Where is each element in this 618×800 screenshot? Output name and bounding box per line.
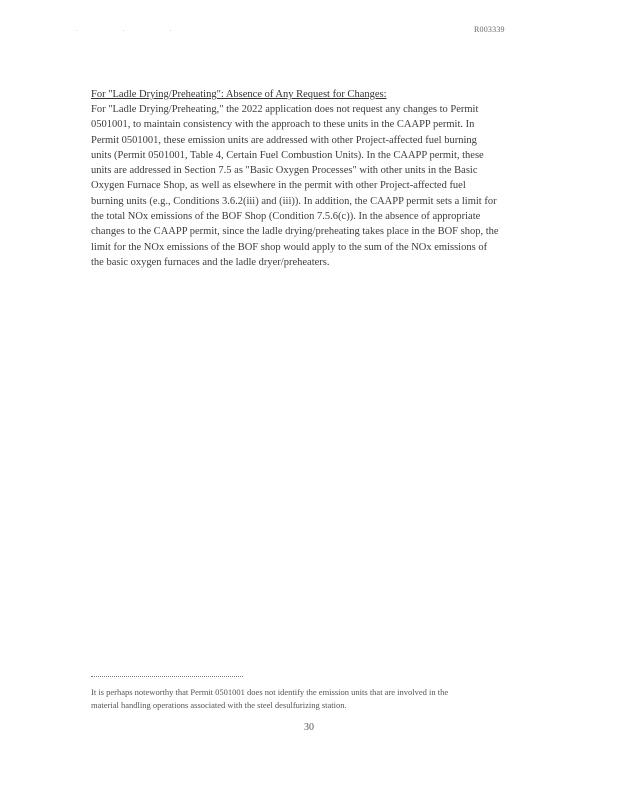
paragraph-line: Oxygen Furnace Shop, as well as elsewhere in the permit with other Project-affected fuel (91, 180, 466, 192)
paragraph-line: limit for the NOx emissions of the BOF shop would apply to the sum of the NOx emissions of (91, 241, 488, 253)
footnote (91, 686, 531, 711)
paragraph-line: burning units (e.g., Conditions 3.6.2(iii) and (iii)). In addition, the CAAPP permit sets a limit for (91, 195, 497, 207)
paragraph-line: units (Permit 0501001, Table 4, Certain Fuel Combustion Units). In the CAAPP permit, these (91, 149, 484, 161)
paragraph-line: the total NOx emissions of the BOF Shop (Condition 7.5.6(c)). In the absence of appropriate (91, 211, 481, 223)
paragraph-line: Permit 0501001, these emission units are addressed with other Project-affected fuel burning (91, 134, 477, 146)
footnote-divider (91, 676, 243, 677)
bates-number: R003339 (474, 25, 505, 34)
paragraph-line: changes to the CAAPP permit, since the ladle drying/preheating takes place in the BOF shop, the (91, 226, 499, 238)
footnote-line: material handling operations associated with the steel desulfurizing station. (91, 699, 347, 710)
paragraph-line: For "Ladle Drying/Preheating," the 2022 application does not request any changes to Permit (91, 104, 479, 115)
paragraph-line: the basic oxygen furnaces and the ladle dryer/preheaters. (91, 256, 330, 268)
page-number: 30 (304, 722, 314, 733)
paragraph-line: 0501001, to maintain consistency with the approach to these units in the CAAPP permit. In (91, 119, 475, 131)
paragraph-line: units are addressed in Section 7.5 as "Basic Oxygen Processes" with other units in the Basic (91, 165, 478, 177)
footnote-line: It is perhaps noteworthy that Permit 0501001 does not identify the emission units that are involved in the (91, 687, 449, 697)
scan-marks: . . . (76, 27, 194, 33)
section-body (91, 87, 527, 270)
section-heading: For "Ladle Drying/Preheating": Absence of Any Request for Changes: (91, 89, 387, 100)
